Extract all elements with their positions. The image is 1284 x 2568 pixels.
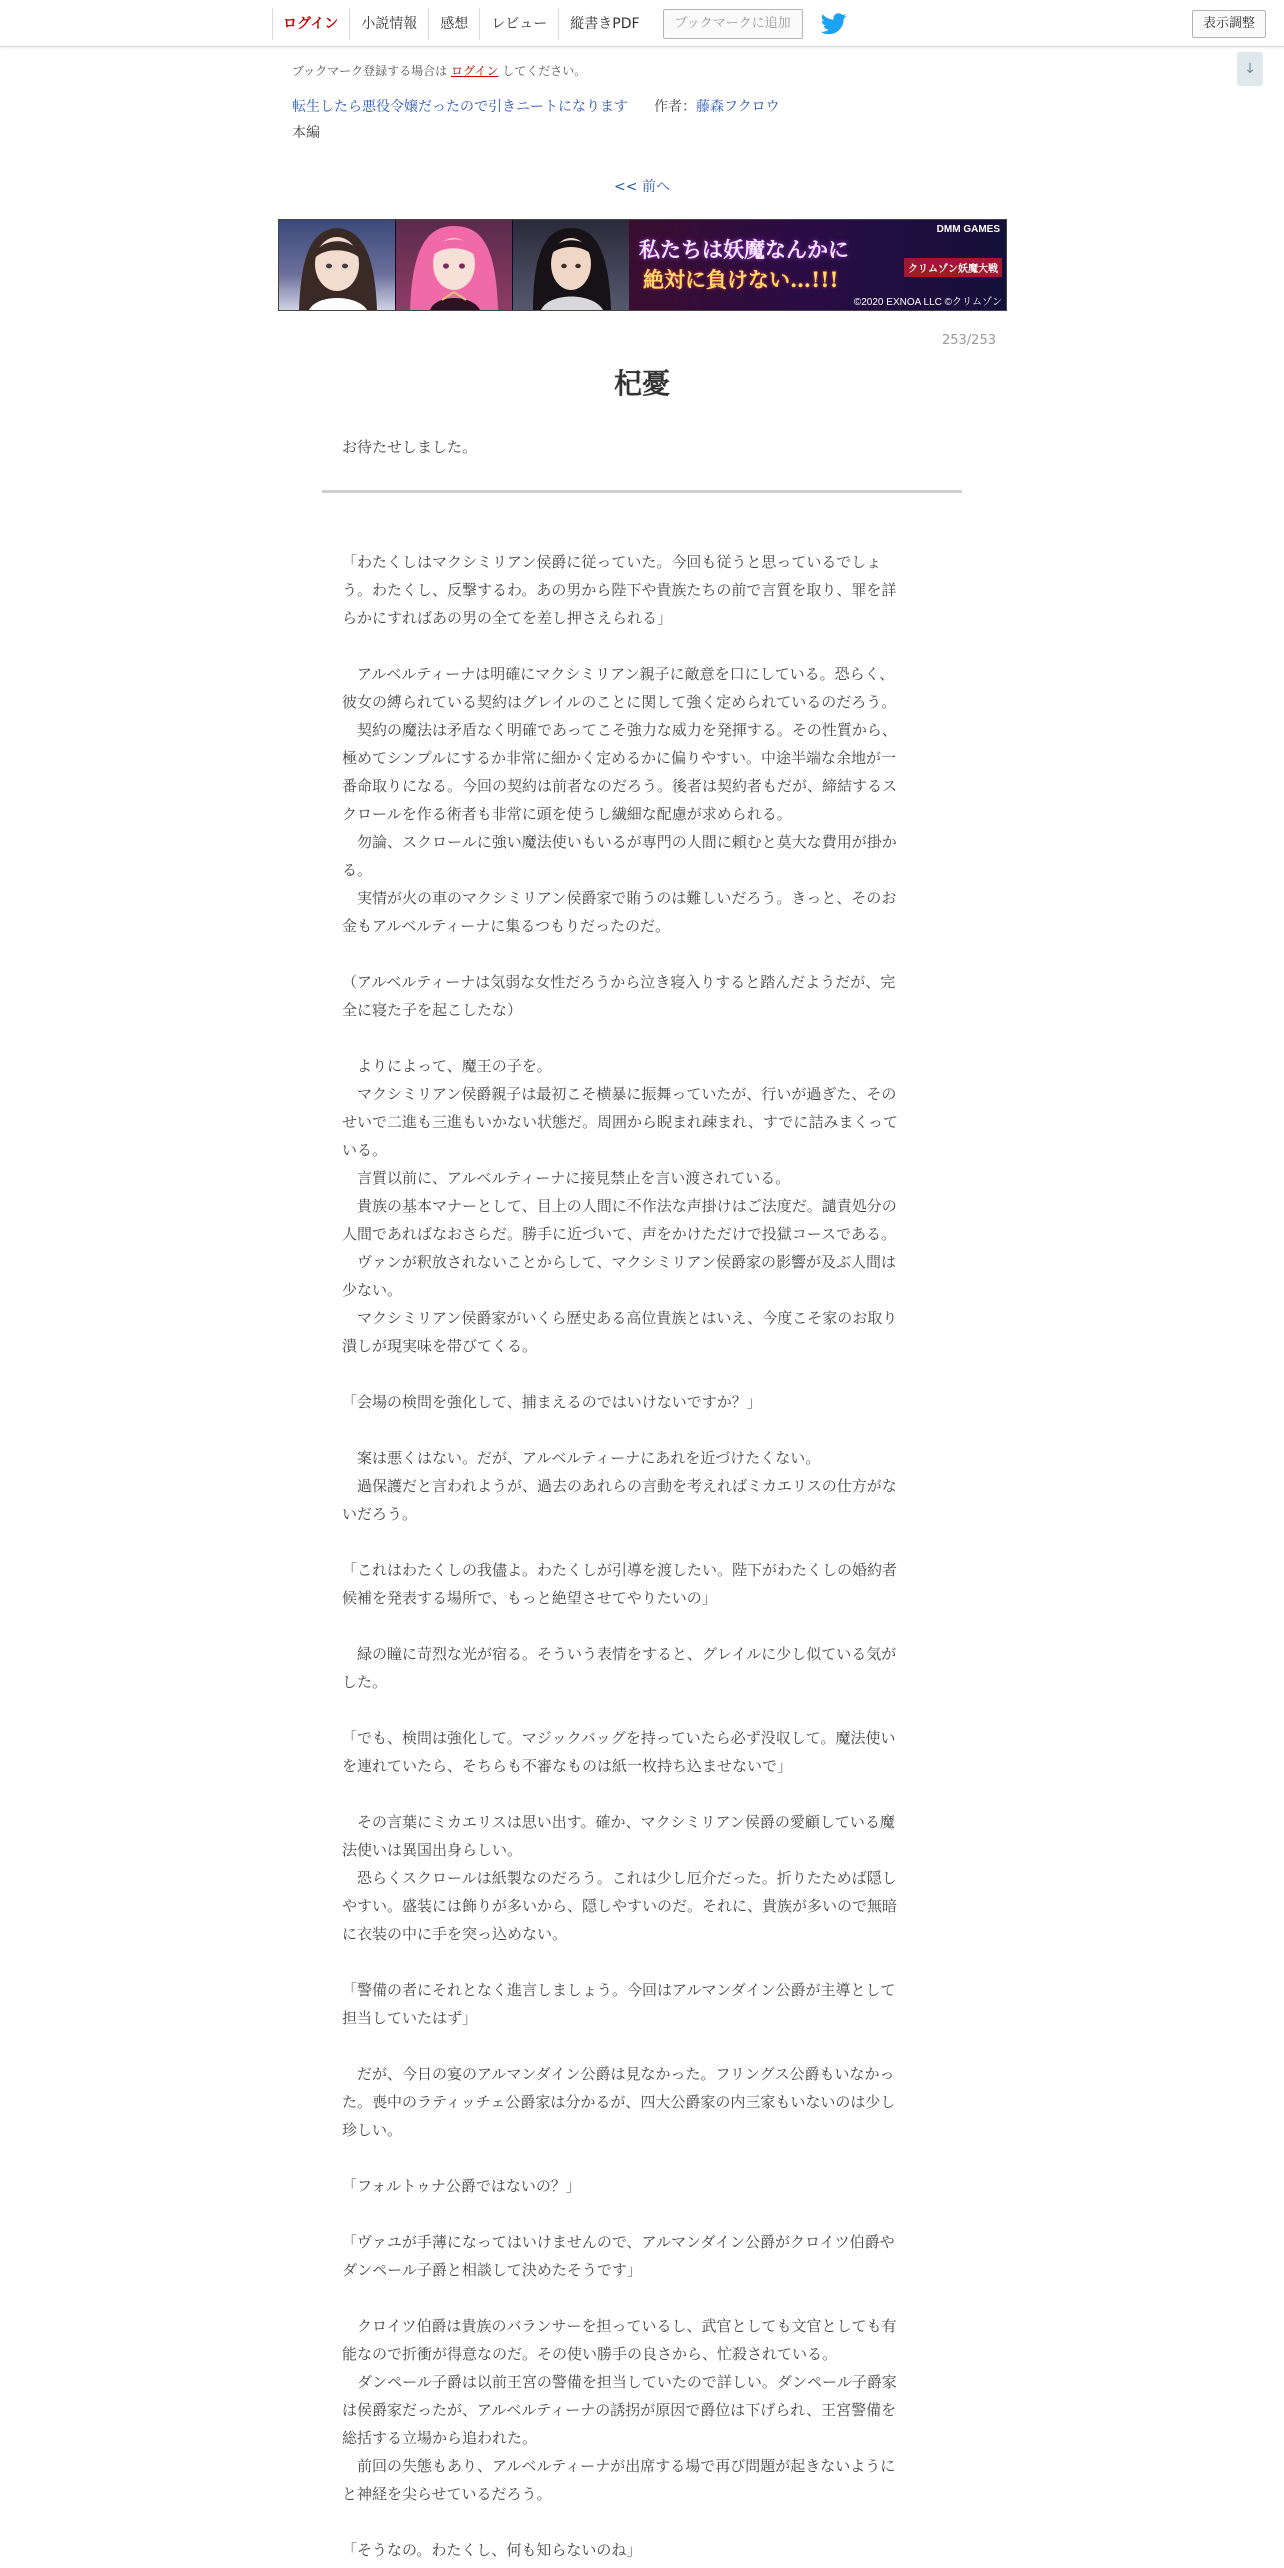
notice-prefix: ブックマーク登録する場合は bbox=[292, 64, 448, 78]
body-line: 「会場の検問を強化して、捕まえるのではいけないですか？」 bbox=[342, 1393, 762, 1411]
body-line: 全に寝た子を起こしたな） bbox=[342, 1001, 523, 1019]
nav-novel-info-link[interactable]: 小説情報 bbox=[349, 8, 428, 40]
body-line: 案は悪くはない。だが、アルベルティーナにあれを近づけたくない。 bbox=[342, 1449, 821, 1467]
body-line bbox=[342, 1416, 942, 1444]
banner-copy-line-2: 絶対に負けない…!!! bbox=[643, 267, 839, 292]
body-line bbox=[342, 1948, 942, 1976]
body-line: その言葉にミカエリスは思い出す。確か、マクシミリアン侯爵の愛顧している魔 bbox=[342, 1813, 895, 1831]
body-line: 金もアルベルティーナに集るつもりだったのだ。 bbox=[342, 917, 671, 935]
body-line: た。喪中のラティッチェ公爵家は分かるが、四大公爵家の内三家もいないのは少し bbox=[342, 2093, 896, 2111]
banner-game-title: クリムゾン妖魔大戦 bbox=[904, 258, 1002, 277]
body-line: 「警備の者にそれとなく進言しましょう。今回はアルマンダイン公爵が主導として bbox=[342, 1981, 896, 1999]
body-line bbox=[342, 1360, 942, 1388]
body-line: 能なので折衝が得意なのだ。その使い勝手の良さから、忙殺されている。 bbox=[342, 2345, 838, 2363]
top-navbar bbox=[0, 0, 1284, 47]
banner-character-portrait bbox=[513, 220, 629, 310]
body-line: 貴族の基本マナーとして、目上の人間に不作法な声掛けはご法度だ。譴責処分の bbox=[342, 1197, 897, 1215]
body-line: る。 bbox=[342, 861, 373, 879]
body-line: 「これはわたくしの我儘よ。わたくしが引導を渡したい。陛下がわたくしの婚約者 bbox=[342, 1561, 898, 1579]
body-line: 彼女の縛られている契約はグレイルのことに関して強く定められているのだろう。 bbox=[342, 693, 897, 711]
body-line: に衣装の中に手を突っ込めない。 bbox=[342, 1925, 568, 1943]
body-line: 言質以前に、アルベルティーナに接見禁止を言い渡されている。 bbox=[342, 1169, 791, 1187]
bookmark-login-notice bbox=[292, 62, 586, 79]
bookmark-add-button[interactable]: ブックマークに追加 bbox=[663, 9, 803, 39]
page-count: 253/253 bbox=[941, 333, 996, 348]
body-line bbox=[342, 2284, 942, 2312]
preface-divider bbox=[322, 490, 962, 493]
nav-login-link[interactable]: ログイン bbox=[272, 8, 349, 40]
body-line: は侯爵家だったが、アルベルティーナの誘拐が原因で爵位は下げられ、王宮警備を bbox=[342, 2401, 897, 2419]
novel-title-link[interactable]: 転生したら悪役令嬢だったので引きニートになります bbox=[292, 99, 628, 115]
banner-copyright: ©2020 EXNOA LLC ©クリムゾン bbox=[853, 297, 1002, 308]
body-line bbox=[342, 2144, 942, 2172]
chapter-title: 杞憂 bbox=[613, 367, 670, 400]
body-line bbox=[342, 1612, 942, 1640]
body-line: 「でも、検問は強化して。マジックバッグを持っていたら必ず没収して。魔法使い bbox=[342, 1729, 896, 1747]
body-line: やすい。盛装には飾りが多いから、隠しやすいのだ。それに、貴族が多いので無暗 bbox=[342, 1897, 898, 1915]
body-line bbox=[342, 1780, 942, 1808]
body-line bbox=[342, 1696, 942, 1724]
display-settings-button[interactable]: 表示調整 bbox=[1192, 10, 1266, 38]
body-line: と神経を尖らせているだろう。 bbox=[342, 2485, 552, 2503]
body-line: （アルベルティーナは気弱な女性だろうから泣き寝入りすると踏んだようだが、完 bbox=[342, 973, 896, 991]
novel-info bbox=[292, 96, 780, 116]
banner-character-portrait bbox=[279, 220, 395, 310]
nav-menu bbox=[272, 8, 847, 40]
ad-banner[interactable] bbox=[278, 219, 1007, 311]
body-line: 総括する立場から追われた。 bbox=[342, 2429, 538, 2447]
notice-suffix: してください。 bbox=[502, 64, 587, 78]
body-line bbox=[342, 2200, 942, 2228]
body-line: ダンペール子爵は以前王宮の警備を担当していたので詳しい。ダンペール子爵家 bbox=[342, 2373, 897, 2391]
twitter-bird-icon[interactable] bbox=[821, 13, 847, 35]
banner-character-portrait bbox=[396, 220, 512, 310]
body-line: 候補を発表する場所で、もっと絶望させてやりたいの」 bbox=[342, 1589, 717, 1607]
chapter-group-label: 本編 bbox=[292, 125, 320, 141]
body-line bbox=[342, 940, 942, 968]
body-line: 潰しが現実味を帯びてくる。 bbox=[342, 1337, 538, 1355]
body-line: 「わたくしはマクシミリアン侯爵に従っていた。今回も従うと思っているでしょ bbox=[342, 553, 882, 571]
chapter-preface: お待たせしました。 bbox=[342, 438, 478, 456]
body-line: よりによって、魔王の子を。 bbox=[342, 1057, 552, 1075]
banner-copy-area bbox=[629, 220, 1006, 310]
body-line: クロイツ伯爵は貴族のバランサーを担っているし、武官としても文官としても有 bbox=[342, 2317, 897, 2335]
body-line: 法使いは異国出身らしい。 bbox=[342, 1841, 523, 1859]
nav-vertical-pdf-link[interactable]: 縦書きPDF bbox=[558, 8, 650, 40]
body-line: を連れていたら、そちらも不審なものは紙一枚持ち込ませないで」 bbox=[342, 1757, 793, 1775]
body-line: 極めてシンプルにするか非常に細かく定めるかに偏りやすい。中途半端な余地が一 bbox=[342, 749, 897, 767]
prev-page-link-text[interactable]: << 前へ bbox=[614, 179, 670, 195]
body-line: う。わたくし、反撃するわ。あの男から陛下や貴族たちの前で言質を取り、罪を詳 bbox=[342, 581, 897, 599]
banner-copy-line-1: 私たちは妖魔なんかに bbox=[639, 237, 849, 262]
body-line: 緑の瞳に苛烈な光が宿る。そういう表情をすると、グレイルに少し似ている気が bbox=[342, 1645, 897, 1663]
nav-impressions-link[interactable]: 感想 bbox=[428, 8, 479, 40]
arrow-down-icon[interactable]: ↓ bbox=[1237, 52, 1263, 86]
body-line: アルベルティーナは明確にマクシミリアン親子に敵意を口にしている。恐らく、 bbox=[342, 665, 895, 683]
body-line: 珍しい。 bbox=[342, 2121, 403, 2139]
chapter-body-text bbox=[342, 548, 942, 2564]
body-line: 勿論、スクロールに強い魔法使いもいるが専門の人間に頼むと莫大な費用が掛か bbox=[342, 833, 897, 851]
notice-login-link[interactable]: ログイン bbox=[451, 64, 499, 78]
author-label: 作者： bbox=[654, 99, 696, 115]
body-line: 過保護だと言われようが、過去のあれらの言動を考えればミカエリスの仕方がな bbox=[342, 1477, 897, 1495]
body-line bbox=[342, 632, 942, 660]
body-line: 人間であればなおさらだ。勝手に近づいて、声をかけただけで投獄コースである。 bbox=[342, 1225, 896, 1243]
body-line: クロールを作る術者も非常に頭を使うし繊細な配慮が求められる。 bbox=[342, 805, 792, 823]
body-line: ヴァンが釈放されないことからして、マクシミリアン侯爵家の影響が及ぶ人間は bbox=[342, 1253, 896, 1271]
body-line bbox=[342, 2508, 942, 2536]
body-line bbox=[342, 1024, 942, 1052]
body-line: 少ない。 bbox=[342, 1281, 403, 1299]
body-line: マクシミリアン侯爵親子は最初こそ横暴に振舞っていたが、行いが過ぎた、その bbox=[342, 1085, 897, 1103]
body-line: らかにすればあの男の全てを差し押さえられる」 bbox=[342, 609, 673, 627]
body-line bbox=[342, 1528, 942, 1556]
body-line: 担当していたはず」 bbox=[342, 2009, 478, 2027]
body-line: 「フォルトゥナ公爵ではないの？」 bbox=[342, 2177, 581, 2195]
banner-brand: DMM GAMES bbox=[936, 224, 1000, 235]
body-line: 契約の魔法は矛盾なく明確であってこそ強力な威力を発揮する。その性質から、 bbox=[342, 721, 897, 739]
nav-reviews-link[interactable]: レビュー bbox=[479, 8, 558, 40]
body-line: 「ヴァユが手薄になってはいけませんので、アルマンダイン公爵がクロイツ伯爵や bbox=[342, 2233, 895, 2251]
body-line: 実情が火の車のマクシミリアン侯爵家で賄うのは難しいだろう。きっと、そのお bbox=[342, 889, 897, 907]
body-line: ダンペール子爵と相談して決めたそうです」 bbox=[342, 2261, 642, 2279]
prev-page-link bbox=[0, 176, 1284, 196]
body-line: 前回の失態もあり、アルベルティーナが出席する場で再び問題が起きないように bbox=[342, 2457, 896, 2475]
body-line: だが、今日の宴のアルマンダイン公爵は見なかった。フリングス公爵もいなかっ bbox=[342, 2065, 895, 2083]
body-line: 番命取りになる。今回の契約は前者なのだろう。後者は契約者もだが、締結するス bbox=[342, 777, 898, 795]
body-line: した。 bbox=[342, 1673, 388, 1691]
body-line: マクシミリアン侯爵家がいくら歴史ある高位貴族とはいえ、今度こそ家のお取り bbox=[342, 1309, 898, 1327]
author-link[interactable]: 藤森フクロウ bbox=[696, 99, 780, 115]
body-line bbox=[342, 2032, 942, 2060]
body-line: せいで二進も三進もいかない状態だ。周囲から睨まれ疎まれ、すでに詰みまくって bbox=[342, 1113, 899, 1131]
body-line: いだろう。 bbox=[342, 1505, 418, 1523]
body-line: いる。 bbox=[342, 1141, 388, 1159]
body-line: 恐らくスクロールは紙製なのだろう。これは少し厄介だった。折りたためば隠し bbox=[342, 1869, 897, 1887]
body-line: 「そうなの。わたくし、何も知らないのね」 bbox=[342, 2541, 642, 2559]
